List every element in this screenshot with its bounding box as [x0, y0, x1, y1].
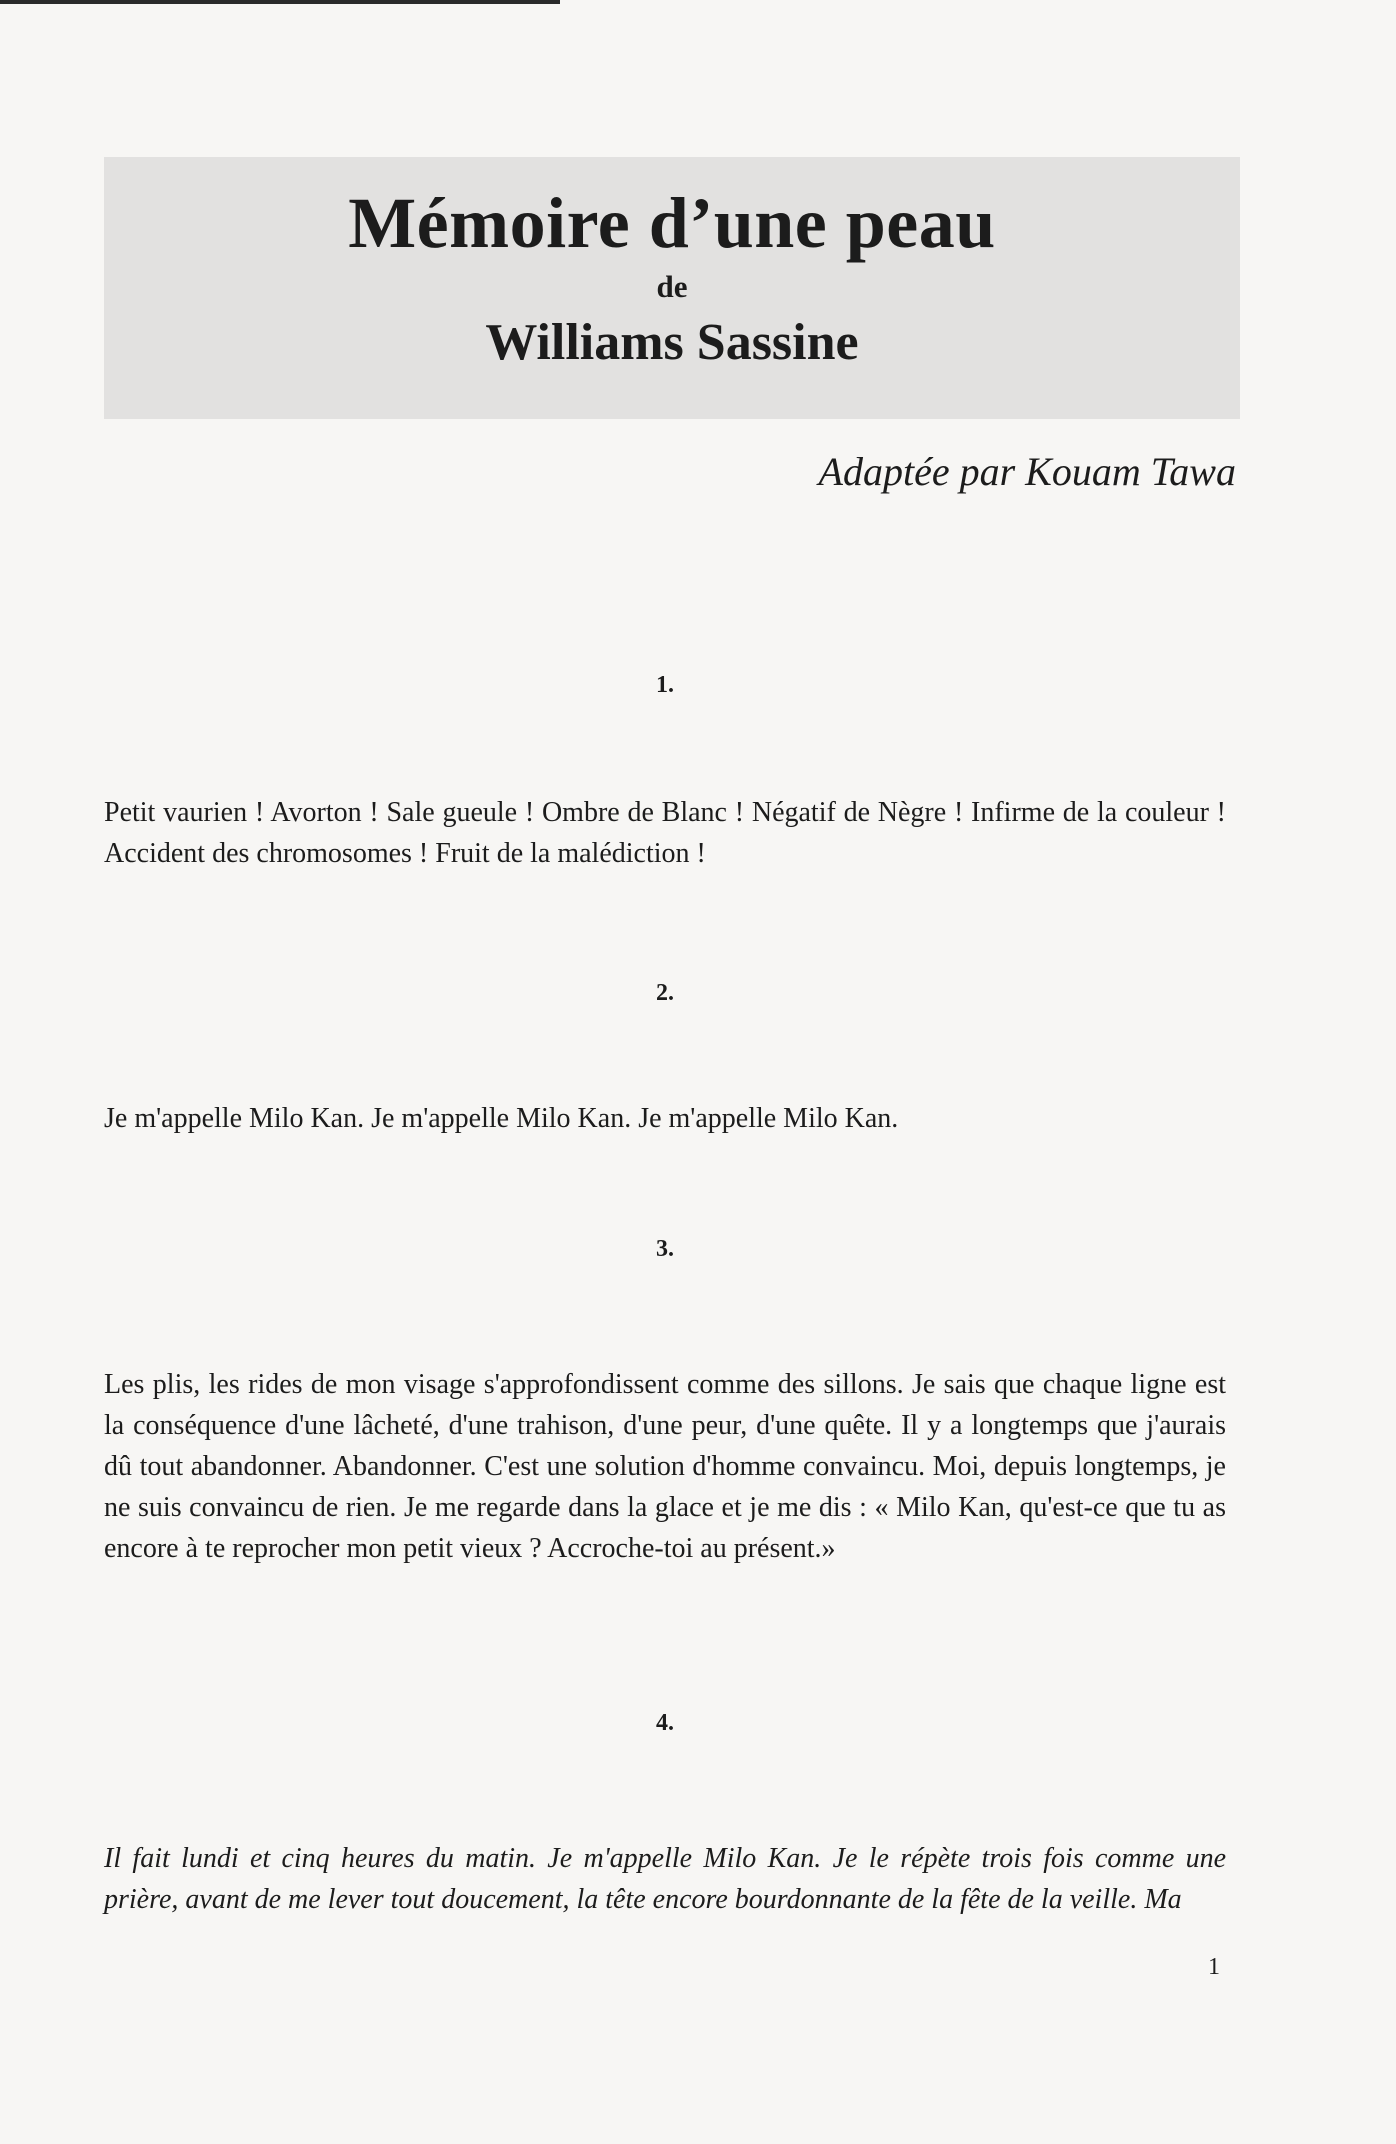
author-name: Williams Sassine — [485, 314, 859, 371]
section-number-4: 4. — [656, 1710, 674, 1736]
section-text-4: Il fait lundi et cinq heures du matin. Je m'appelle Milo Kan. Je le répète trois fois comme une prière, avant de me lever tout doucement, la tête encore bourdonnante de la fête de la veille. Ma — [104, 1843, 1226, 1915]
section-number-2: 2. — [656, 980, 674, 1006]
section-text-1: Petit vaurien ! Avorton ! Sale gueule ! Ombre de Blanc ! Négatif de Nègre ! Infirme de la couleur ! Accident des chromosomes ! Fruit de la malédiction ! — [104, 797, 1226, 869]
adaptation-credit: Adaptée par Kouam Tawa — [818, 449, 1236, 494]
scan-edge — [0, 0, 560, 4]
section-number-1: 1. — [656, 672, 674, 698]
title-block — [104, 157, 1240, 419]
section-number-3: 3. — [656, 1236, 674, 1262]
title-by: de — [656, 269, 688, 304]
page-number: 1 — [1208, 1954, 1220, 1980]
book-title: Mémoire d’une peau — [348, 183, 996, 263]
section-text-3: Les plis, les rides de mon visage s'approfondissent comme des sillons. Je sais que chaque ligne est la conséquence d'une lâcheté, d'une trahison, d'une peur, d'une quête. Il y a longtemps que j'aurais dû tout abandonner. Abandonner. C'est une solution d'homme convaincu. Moi, depuis longtemps, je ne suis convaincu de rien. Je me regarde dans la glace et je me dis : « Milo Kan, qu'est-ce que tu as encore à te reprocher mon petit vieux ? Accroche-toi au présent.» — [104, 1369, 1226, 1564]
section-text-2: Je m'appelle Milo Kan. Je m'appelle Milo Kan. Je m'appelle Milo Kan. — [104, 1103, 899, 1134]
